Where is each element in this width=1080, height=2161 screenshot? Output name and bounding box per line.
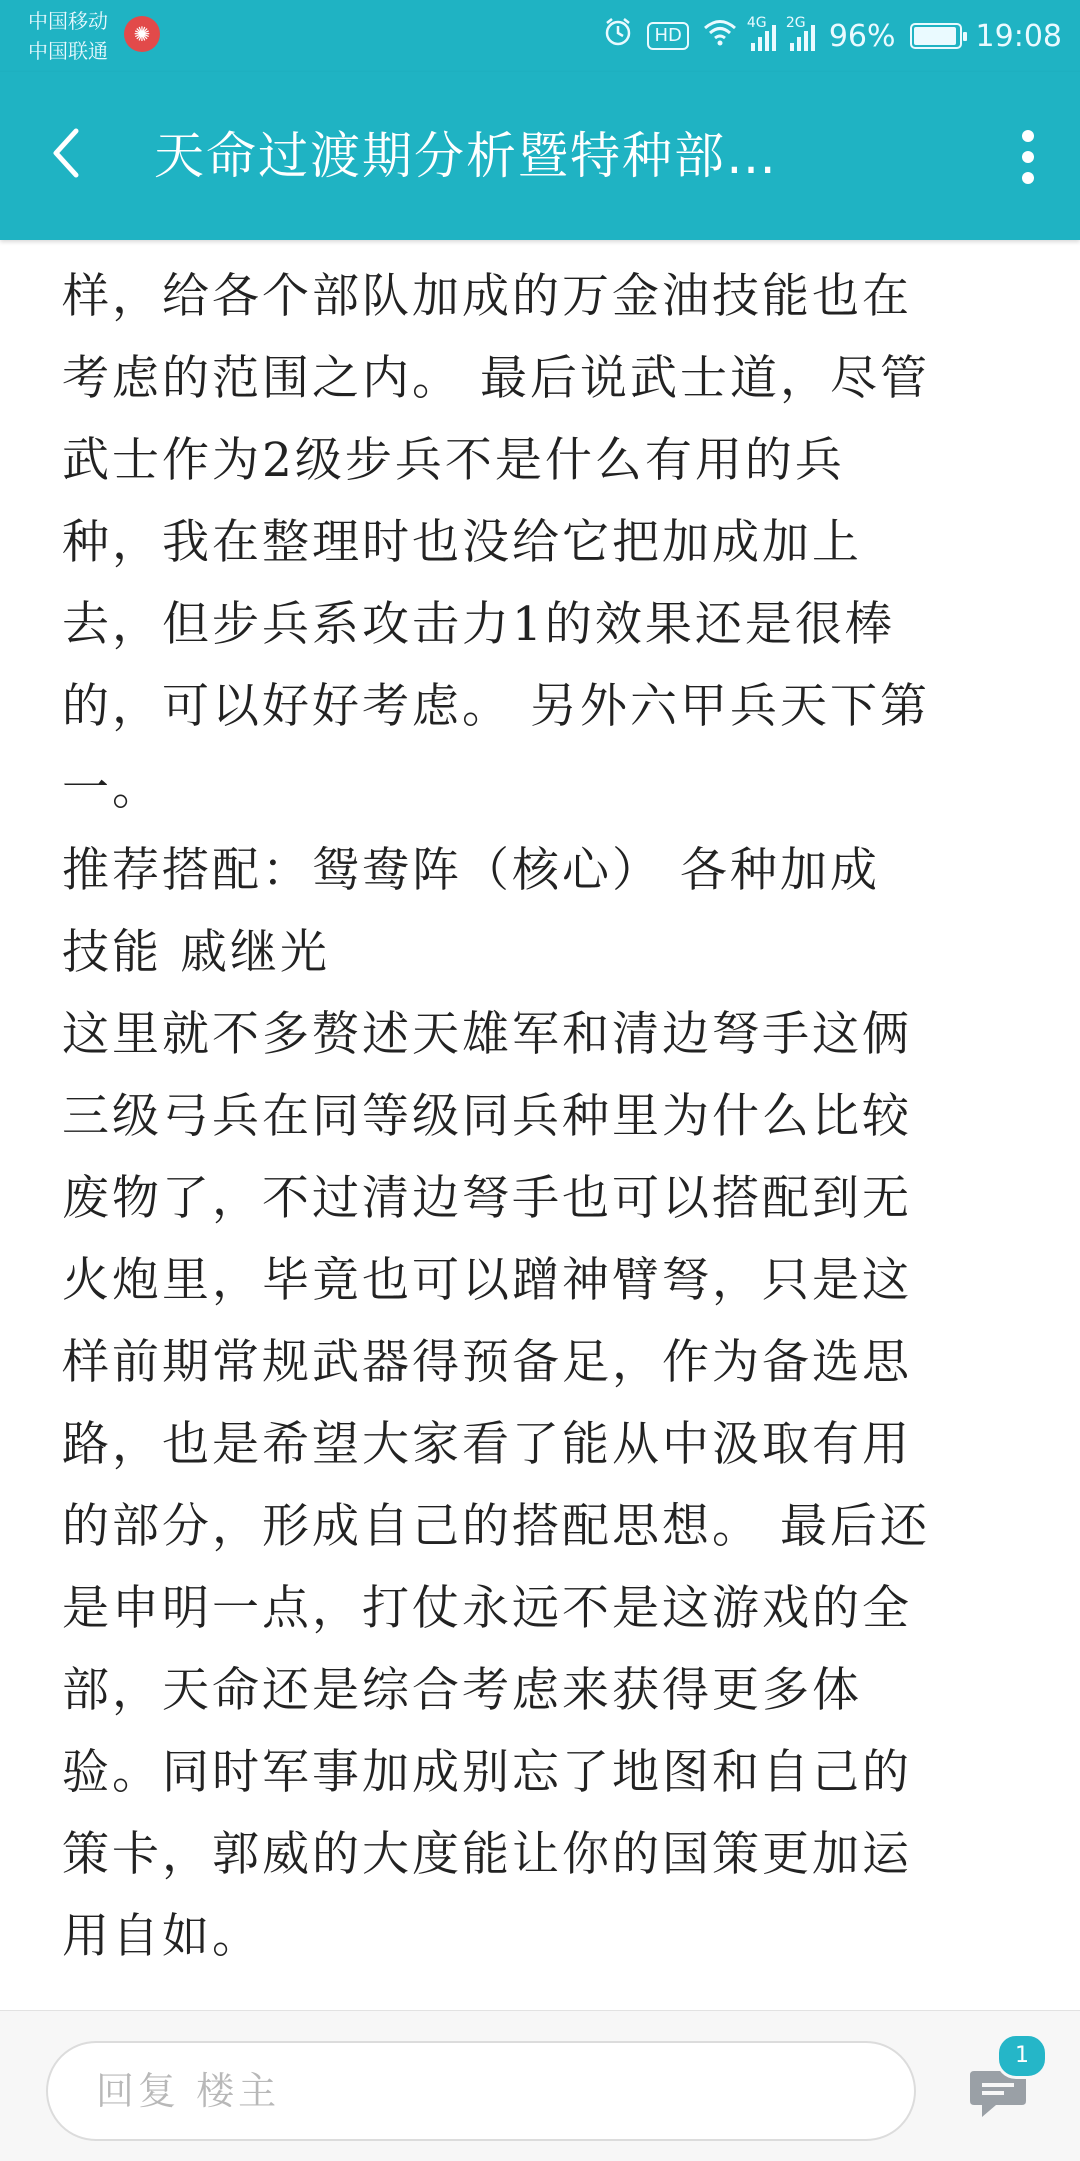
battery-icon [910,23,962,49]
wifi-icon [703,18,737,54]
article-line: 技能 戚继光 [62,925,330,980]
article-line: 用自如。 [62,1909,262,1964]
article-line: 火炮里，毕竟也可以蹭神臂弩，只是这 [62,1253,912,1308]
reply-input[interactable] [46,2041,916,2141]
article-line: 这里就不多赘述天雄军和清边弩手这俩 [62,1007,912,1062]
netease-icon: ✺ [124,16,160,52]
article-line: 策卡，郭威的大度能让你的国策更加运 [62,1827,912,1882]
article-text [62,174,1022,1978]
more-button[interactable] [1016,130,1040,184]
article-line: 是申明一点，打仗永远不是这游戏的全 [62,1581,912,1636]
back-icon [46,125,86,181]
article-line: 废物了，不过清边弩手也可以搭配到无 [62,1171,912,1226]
title-bar [0,72,1080,240]
post-content[interactable] [0,240,1080,2010]
article-line: 考虑的范围之内。 最后说武士道，尽管 [62,351,930,406]
signal-icon [746,15,776,51]
article-line: 验。同时军事加成别忘了地图和自己的 [62,1745,912,1800]
battery-fill [914,27,956,45]
article-line: 三级弓兵在同等级同兵种里为什么比较 [62,1089,912,1144]
article-line: 推荐搭配：鸳鸯阵（核心） 各种加成 [62,843,880,898]
article-line: 部，天命还是综合考虑来获得更多体 [62,1663,862,1718]
article-line: 的，可以好好考虑。 另外六甲兵天下第 [62,679,930,734]
carrier-info [28,6,108,66]
signal-1-label: 4G [746,15,767,31]
article-line: 一。 [62,761,162,816]
clock: 19:08 [975,18,1062,54]
back-button[interactable] [36,118,96,188]
page-title: 天命过渡期分析暨特种部… [154,127,778,185]
carrier-2: 中国联通 [28,39,108,63]
carrier-1: 中国移动 [28,9,108,33]
article-line: 武士作为2级步兵不是什么有用的兵 [62,433,845,488]
hd-badge: HD [647,22,688,50]
comment-count-badge: 1 [996,2033,1048,2079]
signal-2-label: 2G [785,15,806,31]
article-line: 种，我在整理时也没给它把加成加上 [62,515,862,570]
signal-icon [785,15,815,51]
article-line: 的部分，形成自己的搭配思想。 最后还 [62,1499,930,1554]
status-bar [0,0,1080,72]
article-line: 样前期常规武器得预备足，作为备选思 [62,1335,912,1390]
battery-percent: 96% [828,18,896,54]
reply-bar [0,2010,1080,2161]
more-icon [1022,130,1034,142]
alarm-icon [603,17,633,55]
article-line: 路，也是希望大家看了能从中汲取有用 [62,1417,912,1472]
article-line: 样，给各个部队加成的万金油技能也在 [62,269,912,324]
article-line: 去，但步兵系攻击力1的效果还是很棒 [62,597,895,652]
